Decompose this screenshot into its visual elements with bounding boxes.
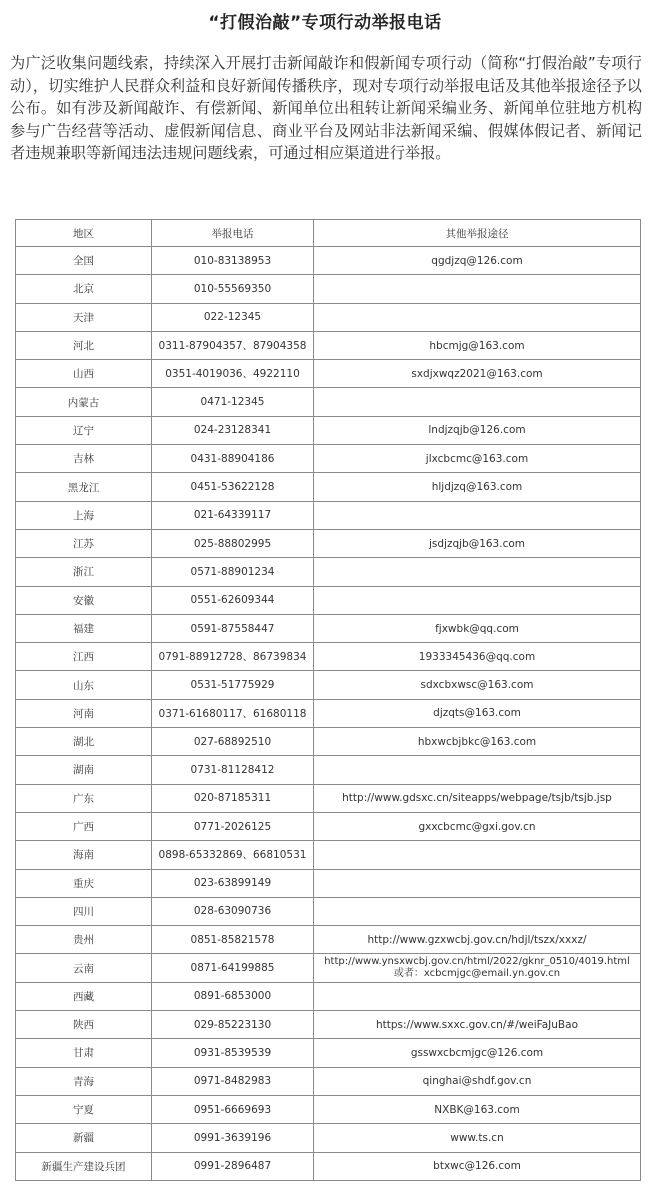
other-channel-cell[interactable]: https://www.sxxc.gov.cn/#/weiFaJuBao	[314, 1011, 641, 1039]
table-row	[16, 1067, 641, 1095]
region-cell: 福建	[16, 614, 152, 642]
phone-cell: 0771-2026125	[152, 812, 314, 840]
table-row	[16, 501, 641, 529]
other-channel-cell[interactable]: qgdjzq@126.com	[314, 247, 641, 275]
phone-cell: 0571-88901234	[152, 558, 314, 586]
region-cell: 重庆	[16, 869, 152, 897]
table-row	[16, 841, 641, 869]
report-email-alt[interactable]: 或者：xcbcmjgc@email.yn.gov.cn	[393, 968, 561, 980]
region-cell: 海南	[16, 841, 152, 869]
region-cell: 浙江	[16, 558, 152, 586]
phone-cell: 0551-62609344	[152, 586, 314, 614]
other-channel-cell[interactable]: gsswxcbcmjgc@126.com	[314, 1039, 641, 1067]
table-body	[16, 247, 641, 1181]
table-row	[16, 1011, 641, 1039]
phone-cell: 0531-51775929	[152, 671, 314, 699]
phone-cell: 028-63090736	[152, 897, 314, 925]
phone-cell: 0731-81128412	[152, 756, 314, 784]
table-row	[16, 756, 641, 784]
other-channel-cell[interactable]: hljdjzq@163.com	[314, 473, 641, 501]
other-channel-cell[interactable]: sdxcbxwsc@163.com	[314, 671, 641, 699]
region-cell: 广东	[16, 784, 152, 812]
phone-cell: 0791-88912728、86739834	[152, 643, 314, 671]
region-cell: 河北	[16, 331, 152, 359]
other-channel-cell[interactable]: http://www.gdsxc.cn/siteapps/webpage/tsjb/tsjb.jsp	[314, 784, 641, 812]
table-row	[16, 699, 641, 727]
phone-cell: 020-87185311	[152, 784, 314, 812]
table-row	[16, 529, 641, 557]
table-row	[16, 812, 641, 840]
region-cell: 新疆生产建设兵团	[16, 1152, 152, 1180]
page-title: “打假治敲”专项行动举报电话	[208, 13, 442, 33]
other-channel-cell	[314, 501, 641, 529]
phone-cell: 027-68892510	[152, 728, 314, 756]
other-channel-cell	[314, 897, 641, 925]
table-row	[16, 671, 641, 699]
region-cell: 上海	[16, 501, 152, 529]
phone-cell: 0351-4019036、4922110	[152, 360, 314, 388]
table-row	[16, 869, 641, 897]
other-channel-cell[interactable]: fjxwbk@qq.com	[314, 614, 641, 642]
other-channel-cell	[314, 756, 641, 784]
report-table	[15, 219, 641, 1181]
phone-cell: 029-85223130	[152, 1011, 314, 1039]
phone-cell: 0891-6853000	[152, 982, 314, 1010]
phone-cell: 0871-64199885	[152, 954, 314, 982]
report-link[interactable]: http://www.ynsxwcbj.gov.cn/html/2022/gknr_0510/4019.html	[324, 956, 630, 968]
table-row	[16, 303, 641, 331]
region-cell: 西藏	[16, 982, 152, 1010]
table-row	[16, 473, 641, 501]
other-channel-cell[interactable]: www.ts.cn	[314, 1124, 641, 1152]
region-cell: 全国	[16, 247, 152, 275]
phone-cell: 024-23128341	[152, 416, 314, 444]
other-channel-cell	[314, 869, 641, 897]
table-row	[16, 247, 641, 275]
region-cell: 山东	[16, 671, 152, 699]
column-header-other: 其他举报途径	[314, 220, 641, 247]
other-channel-cell[interactable]: NXBK@163.com	[314, 1095, 641, 1123]
other-channel-cell[interactable]: 1933345436@qq.com	[314, 643, 641, 671]
phone-cell: 0591-87558447	[152, 614, 314, 642]
other-channel-cell[interactable]: http://www.gzxwcbj.gov.cn/hdjl/tszx/xxxz/	[314, 926, 641, 954]
table-row	[16, 926, 641, 954]
table-row	[16, 728, 641, 756]
other-channel-cell	[314, 388, 641, 416]
other-channel-cell	[314, 982, 641, 1010]
column-header-phone: 举报电话	[152, 220, 314, 247]
phone-cell: 0898-65332869、66810531	[152, 841, 314, 869]
table-row	[16, 982, 641, 1010]
table-header-row	[16, 220, 641, 247]
phone-cell: 010-83138953	[152, 247, 314, 275]
region-cell: 宁夏	[16, 1095, 152, 1123]
table-row	[16, 954, 641, 982]
table-row	[16, 1095, 641, 1123]
region-cell: 贵州	[16, 926, 152, 954]
table-row	[16, 388, 641, 416]
region-cell: 青海	[16, 1067, 152, 1095]
region-cell: 河南	[16, 699, 152, 727]
region-cell: 山西	[16, 360, 152, 388]
intro-paragraph: 为广泛收集问题线索，持续深入开展打击新闻敲诈和假新闻专项行动（简称“打假治敲”专项行动），切实维护人民群众利益和良好新闻传播秩序，现对专项行动举报电话及其他举报途径予以公布。如有涉及新闻敲诈、有偿新闻、新闻单位出租转让新闻采编业务、新闻单位驻地方机构参与广告经营等活动、虚假新闻信息、商业平台及网站非法新闻采编、假媒体假记者、新闻记者违规兼职等新闻违法违规问题线索，可通过相应渠道进行举报。	[10, 54, 642, 162]
region-cell: 广西	[16, 812, 152, 840]
region-cell: 天津	[16, 303, 152, 331]
phone-cell: 0991-3639196	[152, 1124, 314, 1152]
other-channel-cell[interactable]: djzqts@163.com	[314, 699, 641, 727]
other-channel-cell	[314, 275, 641, 303]
region-cell: 四川	[16, 897, 152, 925]
table-row	[16, 1124, 641, 1152]
phone-cell: 0371-61680117、61680118	[152, 699, 314, 727]
region-cell: 北京	[16, 275, 152, 303]
phone-cell: 025-88802995	[152, 529, 314, 557]
phone-cell: 0851-85821578	[152, 926, 314, 954]
region-cell: 黑龙江	[16, 473, 152, 501]
table-row	[16, 784, 641, 812]
phone-cell: 022-12345	[152, 303, 314, 331]
table-row	[16, 331, 641, 359]
region-cell: 新疆	[16, 1124, 152, 1152]
table-row	[16, 275, 641, 303]
table-row	[16, 614, 641, 642]
region-cell: 辽宁	[16, 416, 152, 444]
table-row	[16, 643, 641, 671]
table-row	[16, 586, 641, 614]
other-channel-cell[interactable]: gxxcbcmc@gxi.gov.cn	[314, 812, 641, 840]
phone-cell: 0311-87904357、87904358	[152, 331, 314, 359]
table-row	[16, 1039, 641, 1067]
phone-cell: 010-55569350	[152, 275, 314, 303]
table-row	[16, 416, 641, 444]
region-cell: 江苏	[16, 529, 152, 557]
table-row	[16, 1152, 641, 1180]
other-channel-cell	[314, 586, 641, 614]
other-channel-cell	[314, 303, 641, 331]
region-cell: 湖南	[16, 756, 152, 784]
region-cell: 甘肃	[16, 1039, 152, 1067]
other-channel-cell[interactable]	[314, 954, 641, 982]
phone-cell: 0931-8539539	[152, 1039, 314, 1067]
region-cell: 内蒙古	[16, 388, 152, 416]
phone-cell: 0971-8482983	[152, 1067, 314, 1095]
column-header-region: 地区	[16, 220, 152, 247]
region-cell: 陕西	[16, 1011, 152, 1039]
region-cell: 湖北	[16, 728, 152, 756]
phone-cell: 0431-88904186	[152, 445, 314, 473]
other-channel-cell[interactable]: hbcmjg@163.com	[314, 331, 641, 359]
other-channel-cell[interactable]: qinghai@shdf.gov.cn	[314, 1067, 641, 1095]
table-row	[16, 360, 641, 388]
phone-cell: 0451-53622128	[152, 473, 314, 501]
other-channel-cell[interactable]: jlxcbcmc@163.com	[314, 445, 641, 473]
other-channel-cell[interactable]: jsdjzqjb@163.com	[314, 529, 641, 557]
other-channel-cell[interactable]: hbxwcbjbkc@163.com	[314, 728, 641, 756]
phone-cell: 021-64339117	[152, 501, 314, 529]
table-row	[16, 897, 641, 925]
region-cell: 吉林	[16, 445, 152, 473]
phone-cell: 0951-6669693	[152, 1095, 314, 1123]
region-cell: 江西	[16, 643, 152, 671]
table-row	[16, 445, 641, 473]
other-channel-cell	[314, 558, 641, 586]
region-cell: 安徽	[16, 586, 152, 614]
other-channel-cell[interactable]: btxwc@126.com	[314, 1152, 641, 1180]
region-cell: 云南	[16, 954, 152, 982]
other-channel-cell[interactable]: sxdjxwqz2021@163.com	[314, 360, 641, 388]
other-channel-cell[interactable]: lndjzqjb@126.com	[314, 416, 641, 444]
phone-cell: 0471-12345	[152, 388, 314, 416]
other-channel-cell	[314, 841, 641, 869]
table-row	[16, 558, 641, 586]
phone-cell: 0991-2896487	[152, 1152, 314, 1180]
phone-cell: 023-63899149	[152, 869, 314, 897]
